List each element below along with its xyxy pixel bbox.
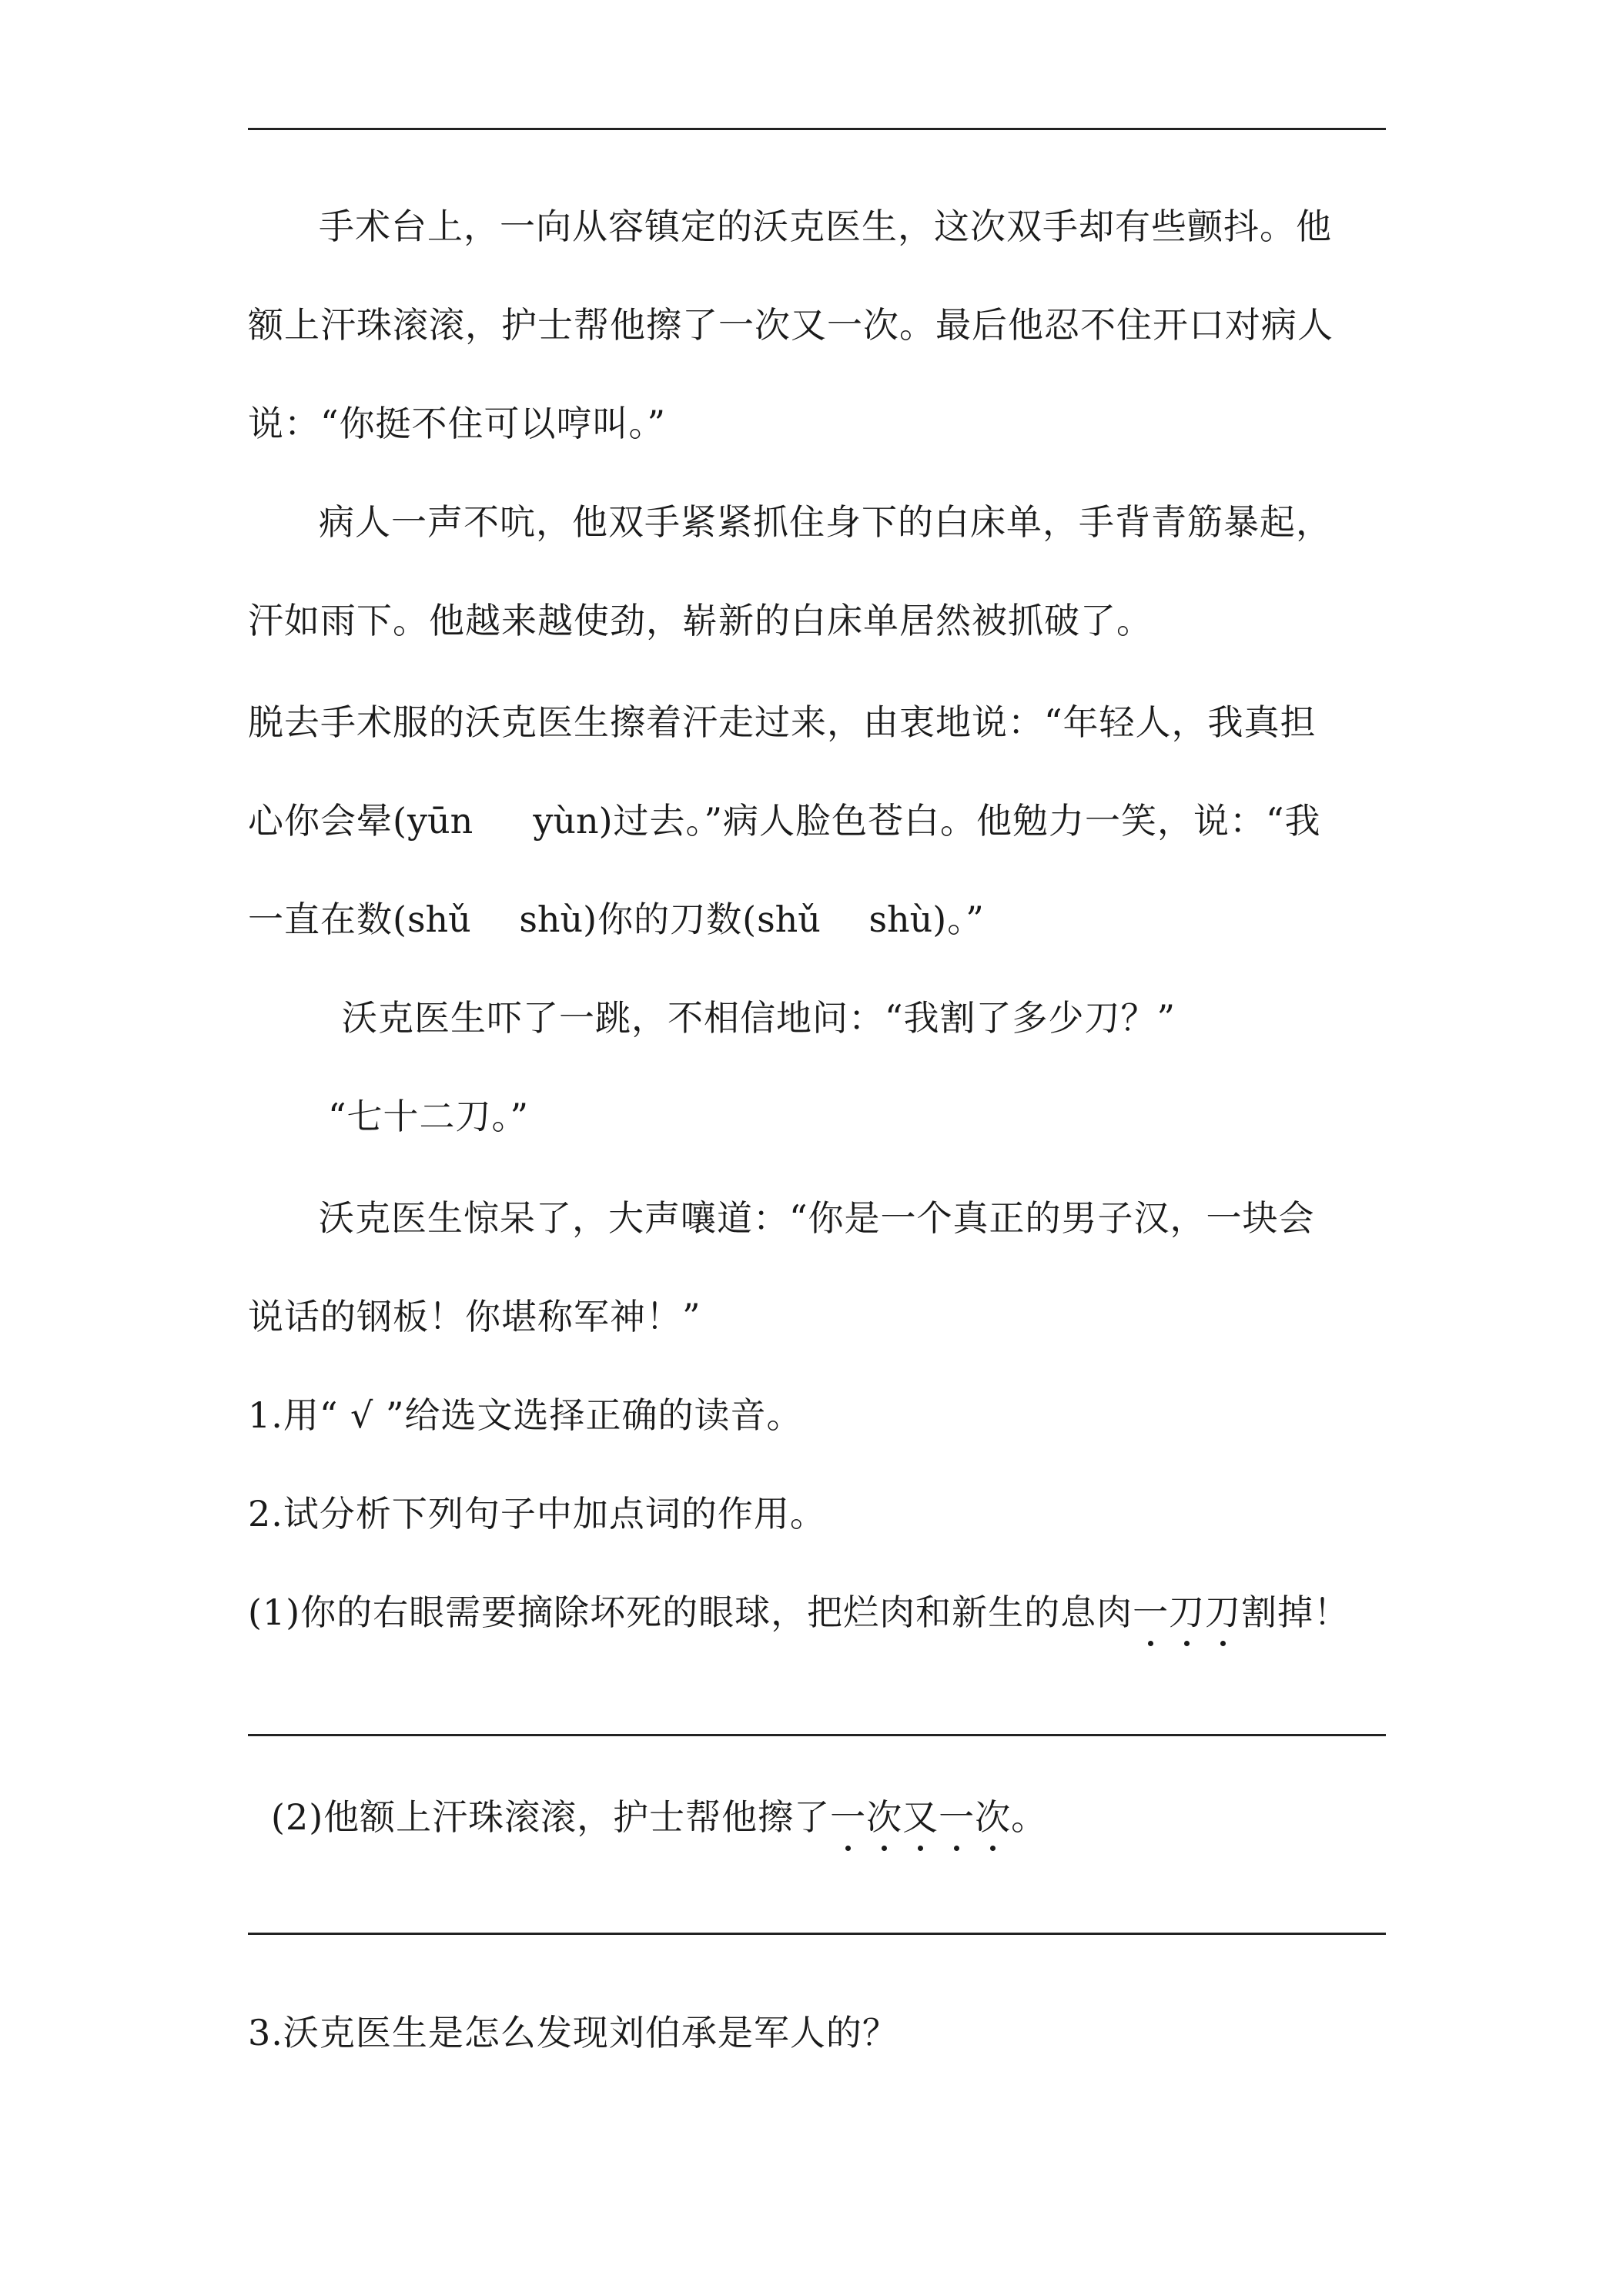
passage-line-pinyin: 一直在数(shǔ shù)你的刀数(shǔ shù)。”: [248, 899, 985, 940]
question-2: 2.试分析下列句子中加点词的作用。: [248, 1493, 826, 1535]
question-1: 1.用“ √ ”给选文选择正确的读音。: [248, 1394, 803, 1436]
dotted-char: 刀: [1205, 1589, 1241, 1635]
pinyin-option: yùn: [533, 800, 599, 842]
dotted-char: 次: [866, 1794, 902, 1840]
passage-line: 脱去手术服的沃克医生擦着汗走过来，由衷地说：“年轻人，我真担: [248, 701, 1317, 743]
passage-line: 说话的钢板！你堪称军神！”: [248, 1296, 701, 1337]
dotted-char: 次: [975, 1794, 1011, 1840]
question-2-2: (2)他额上汗珠滚滚，护士帮他擦了一次又一次。: [248, 1794, 1411, 1840]
passage-line: 汗如雨下。他越来越使劲，崭新的白床单居然被抓破了。: [248, 600, 1153, 641]
passage-line: 沃克医生惊呆了，大声嚷道：“你是一个真正的男子汉，一块会: [319, 1197, 1315, 1239]
question-2-1: (1)你的右眼需要摘除坏死的眼球，把烂肉和新生的息肉一刀刀割掉！: [248, 1589, 1387, 1635]
passage-line: “七十二刀。”: [328, 1096, 530, 1137]
dotted-char: 刀: [1169, 1589, 1205, 1635]
top-rule: [248, 128, 1386, 130]
passage-line: 手术台上，一向从容镇定的沃克医生，这次双手却有些颤抖。他: [319, 206, 1332, 247]
passage-line-pinyin: 心你会晕(yūn yùn)过去。”病人脸色苍白。他勉力一笑，说：“我: [248, 800, 1321, 842]
answer-line: [248, 1933, 1386, 1935]
question-3: 3.沃克医生是怎么发现刘伯承是军人的？: [248, 2012, 899, 2053]
dotted-char: 一: [939, 1794, 975, 1840]
pinyin-option: shù: [868, 899, 933, 940]
pinyin-option: shǔ: [757, 899, 821, 940]
passage-line: 说：“你挺不住可以哼叫。”: [248, 403, 667, 444]
dotted-char: 一: [830, 1794, 866, 1840]
answer-line: [248, 1734, 1386, 1736]
dotted-char: 又: [902, 1794, 939, 1840]
passage-line: 病人一声不吭，他双手紧紧抓住身下的白床单，手背青筋暴起，: [319, 501, 1332, 543]
passage-line: 沃克医生吓了一跳，不相信地问：“我割了多少刀？”: [342, 997, 1176, 1039]
pinyin-option: shǔ: [407, 899, 471, 940]
dotted-char: 一: [1133, 1589, 1169, 1635]
pinyin-option: shù: [519, 899, 584, 940]
pinyin-option: yūn: [407, 800, 474, 842]
passage-line: 额上汗珠滚滚，护士帮他擦了一次又一次。最后他忍不住开口对病人: [248, 304, 1334, 346]
